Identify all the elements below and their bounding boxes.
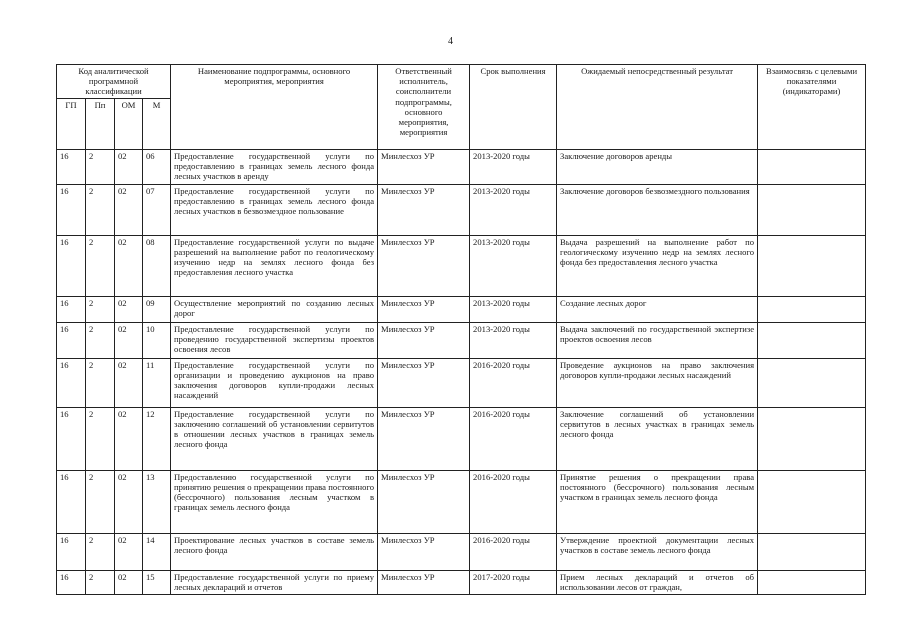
cell-link	[758, 470, 866, 533]
cell-link	[758, 296, 866, 322]
table-row	[57, 184, 866, 235]
cell-result: Заключение договоров аренды	[557, 149, 758, 184]
cell-pp: 2	[86, 533, 115, 570]
cell-name: Предоставление государственной услуги по приему лесных деклараций и отчетов	[171, 570, 378, 594]
cell-m: 08	[143, 235, 171, 296]
cell-term: 2013-2020 годы	[470, 296, 557, 322]
cell-link	[758, 184, 866, 235]
cell-responsible: Минлесхоз УР	[378, 322, 470, 358]
cell-m: 15	[143, 570, 171, 594]
cell-om: 02	[115, 533, 143, 570]
cell-result: Заключение договоров безвозмездного пользования	[557, 184, 758, 235]
cell-link	[758, 149, 866, 184]
cell-link	[758, 235, 866, 296]
cell-pp: 2	[86, 149, 115, 184]
cell-m: 09	[143, 296, 171, 322]
cell-pp: 2	[86, 358, 115, 407]
cell-om: 02	[115, 358, 143, 407]
header-pp: Пп	[86, 98, 115, 149]
cell-name: Проектирование лесных участков в составе земель лесного фонда	[171, 533, 378, 570]
cell-name: Предоставление государственной услуги по организации и проведению аукционов на право заключения договоров купли-продажи лесных насаждений	[171, 358, 378, 407]
cell-gp: 16	[57, 358, 86, 407]
cell-responsible: Минлесхоз УР	[378, 407, 470, 470]
cell-term: 2016-2020 годы	[470, 407, 557, 470]
table-row	[57, 149, 866, 184]
cell-m: 06	[143, 149, 171, 184]
cell-term: 2016-2020 годы	[470, 470, 557, 533]
header-name: Наименование подпрограммы, основного мероприятия, мероприятия	[171, 65, 378, 150]
cell-name: Предоставлению государственной услуги по принятию решения о прекращении права постоянного (бессрочного) пользования лесным участком в границах земель лесного фонда	[171, 470, 378, 533]
header-gp: ГП	[57, 98, 86, 149]
header-responsible: Ответственный исполнитель, соисполнители подпрограммы, основного мероприятия, мероприятия	[378, 65, 470, 150]
cell-term: 2016-2020 годы	[470, 358, 557, 407]
cell-om: 02	[115, 235, 143, 296]
cell-responsible: Минлесхоз УР	[378, 470, 470, 533]
cell-term: 2016-2020 годы	[470, 533, 557, 570]
cell-gp: 16	[57, 322, 86, 358]
cell-responsible: Минлесхоз УР	[378, 235, 470, 296]
cell-term: 2013-2020 годы	[470, 149, 557, 184]
cell-gp: 16	[57, 149, 86, 184]
cell-pp: 2	[86, 407, 115, 470]
header-term: Срок выполнения	[470, 65, 557, 150]
cell-pp: 2	[86, 570, 115, 594]
cell-gp: 16	[57, 470, 86, 533]
cell-responsible: Минлесхоз УР	[378, 533, 470, 570]
cell-link	[758, 570, 866, 594]
program-table	[56, 64, 866, 595]
cell-responsible: Минлесхоз УР	[378, 149, 470, 184]
table-row	[57, 570, 866, 594]
table-row	[57, 322, 866, 358]
cell-responsible: Минлесхоз УР	[378, 184, 470, 235]
cell-pp: 2	[86, 322, 115, 358]
cell-pp: 2	[86, 235, 115, 296]
cell-om: 02	[115, 184, 143, 235]
cell-result: Заключение соглашений об установлении сервитутов в лесных участках в границах земель лесного фонда	[557, 407, 758, 470]
cell-pp: 2	[86, 470, 115, 533]
cell-responsible: Минлесхоз УР	[378, 570, 470, 594]
cell-name: Предоставление государственной услуги по предоставлению в границах земель лесного фонда лесных участков в безвозмездное пользование	[171, 184, 378, 235]
cell-m: 14	[143, 533, 171, 570]
cell-responsible: Минлесхоз УР	[378, 358, 470, 407]
cell-result: Принятие решения о прекращении права постоянного (бессрочного) пользования лесным участком в границах земель лесного фонда	[557, 470, 758, 533]
cell-term: 2013-2020 годы	[470, 235, 557, 296]
cell-m: 10	[143, 322, 171, 358]
cell-om: 02	[115, 322, 143, 358]
header-link: Взаимосвязь с целевыми показателями (индикаторами)	[758, 65, 866, 150]
cell-name: Предоставление государственной услуги по проведению государственной экспертизы проектов освоения лесов	[171, 322, 378, 358]
table-row	[57, 235, 866, 296]
cell-gp: 16	[57, 235, 86, 296]
cell-result: Выдача заключений по государственной экспертизе проектов освоения лесов	[557, 322, 758, 358]
cell-gp: 16	[57, 570, 86, 594]
cell-name: Осуществление мероприятий по созданию лесных дорог	[171, 296, 378, 322]
cell-om: 02	[115, 570, 143, 594]
cell-link	[758, 407, 866, 470]
cell-responsible: Минлесхоз УР	[378, 296, 470, 322]
cell-term: 2013-2020 годы	[470, 322, 557, 358]
table-row	[57, 296, 866, 322]
cell-om: 02	[115, 149, 143, 184]
cell-m: 12	[143, 407, 171, 470]
cell-pp: 2	[86, 184, 115, 235]
cell-om: 02	[115, 470, 143, 533]
cell-gp: 16	[57, 407, 86, 470]
cell-term: 2013-2020 годы	[470, 184, 557, 235]
cell-result: Создание лесных дорог	[557, 296, 758, 322]
cell-result: Прием лесных деклараций и отчетов об использовании лесов от граждан,	[557, 570, 758, 594]
cell-name: Предоставление государственной услуги по заключению соглашений об установлении сервитутов в отношении лесных участков в границах земель лесного фонда	[171, 407, 378, 470]
cell-m: 11	[143, 358, 171, 407]
page-number: 4	[448, 36, 453, 47]
cell-gp: 16	[57, 296, 86, 322]
header-result: Ожидаемый непосредственный результат	[557, 65, 758, 150]
table-row	[57, 358, 866, 407]
cell-term: 2017-2020 годы	[470, 570, 557, 594]
cell-m: 07	[143, 184, 171, 235]
header-code-group: Код аналитической программной классификации	[57, 65, 171, 99]
cell-result: Выдача разрешений на выполнение работ по геологическому изучению недр на землях лесного фонда без предоставления лесного участка	[557, 235, 758, 296]
cell-pp: 2	[86, 296, 115, 322]
cell-name: Предоставление государственной услуги по предоставлению в границах земель лесного фонда лесных участков в аренду	[171, 149, 378, 184]
table-row	[57, 470, 866, 533]
cell-om: 02	[115, 296, 143, 322]
header-m: М	[143, 98, 171, 149]
cell-name: Предоставление государственной услуги по выдаче разрешений на выполнение работ по геологическому изучению недр на землях лесного фонда без предоставления лесного участка	[171, 235, 378, 296]
cell-m: 13	[143, 470, 171, 533]
cell-result: Утверждение проектной документации лесных участков в составе земель лесного фонда	[557, 533, 758, 570]
header-om: ОМ	[115, 98, 143, 149]
cell-link	[758, 358, 866, 407]
cell-gp: 16	[57, 533, 86, 570]
cell-gp: 16	[57, 184, 86, 235]
cell-result: Проведение аукционов на право заключения договоров купли-продажи лесных насаждений	[557, 358, 758, 407]
table-row	[57, 533, 866, 570]
cell-link	[758, 533, 866, 570]
cell-link	[758, 322, 866, 358]
table-row	[57, 407, 866, 470]
cell-om: 02	[115, 407, 143, 470]
